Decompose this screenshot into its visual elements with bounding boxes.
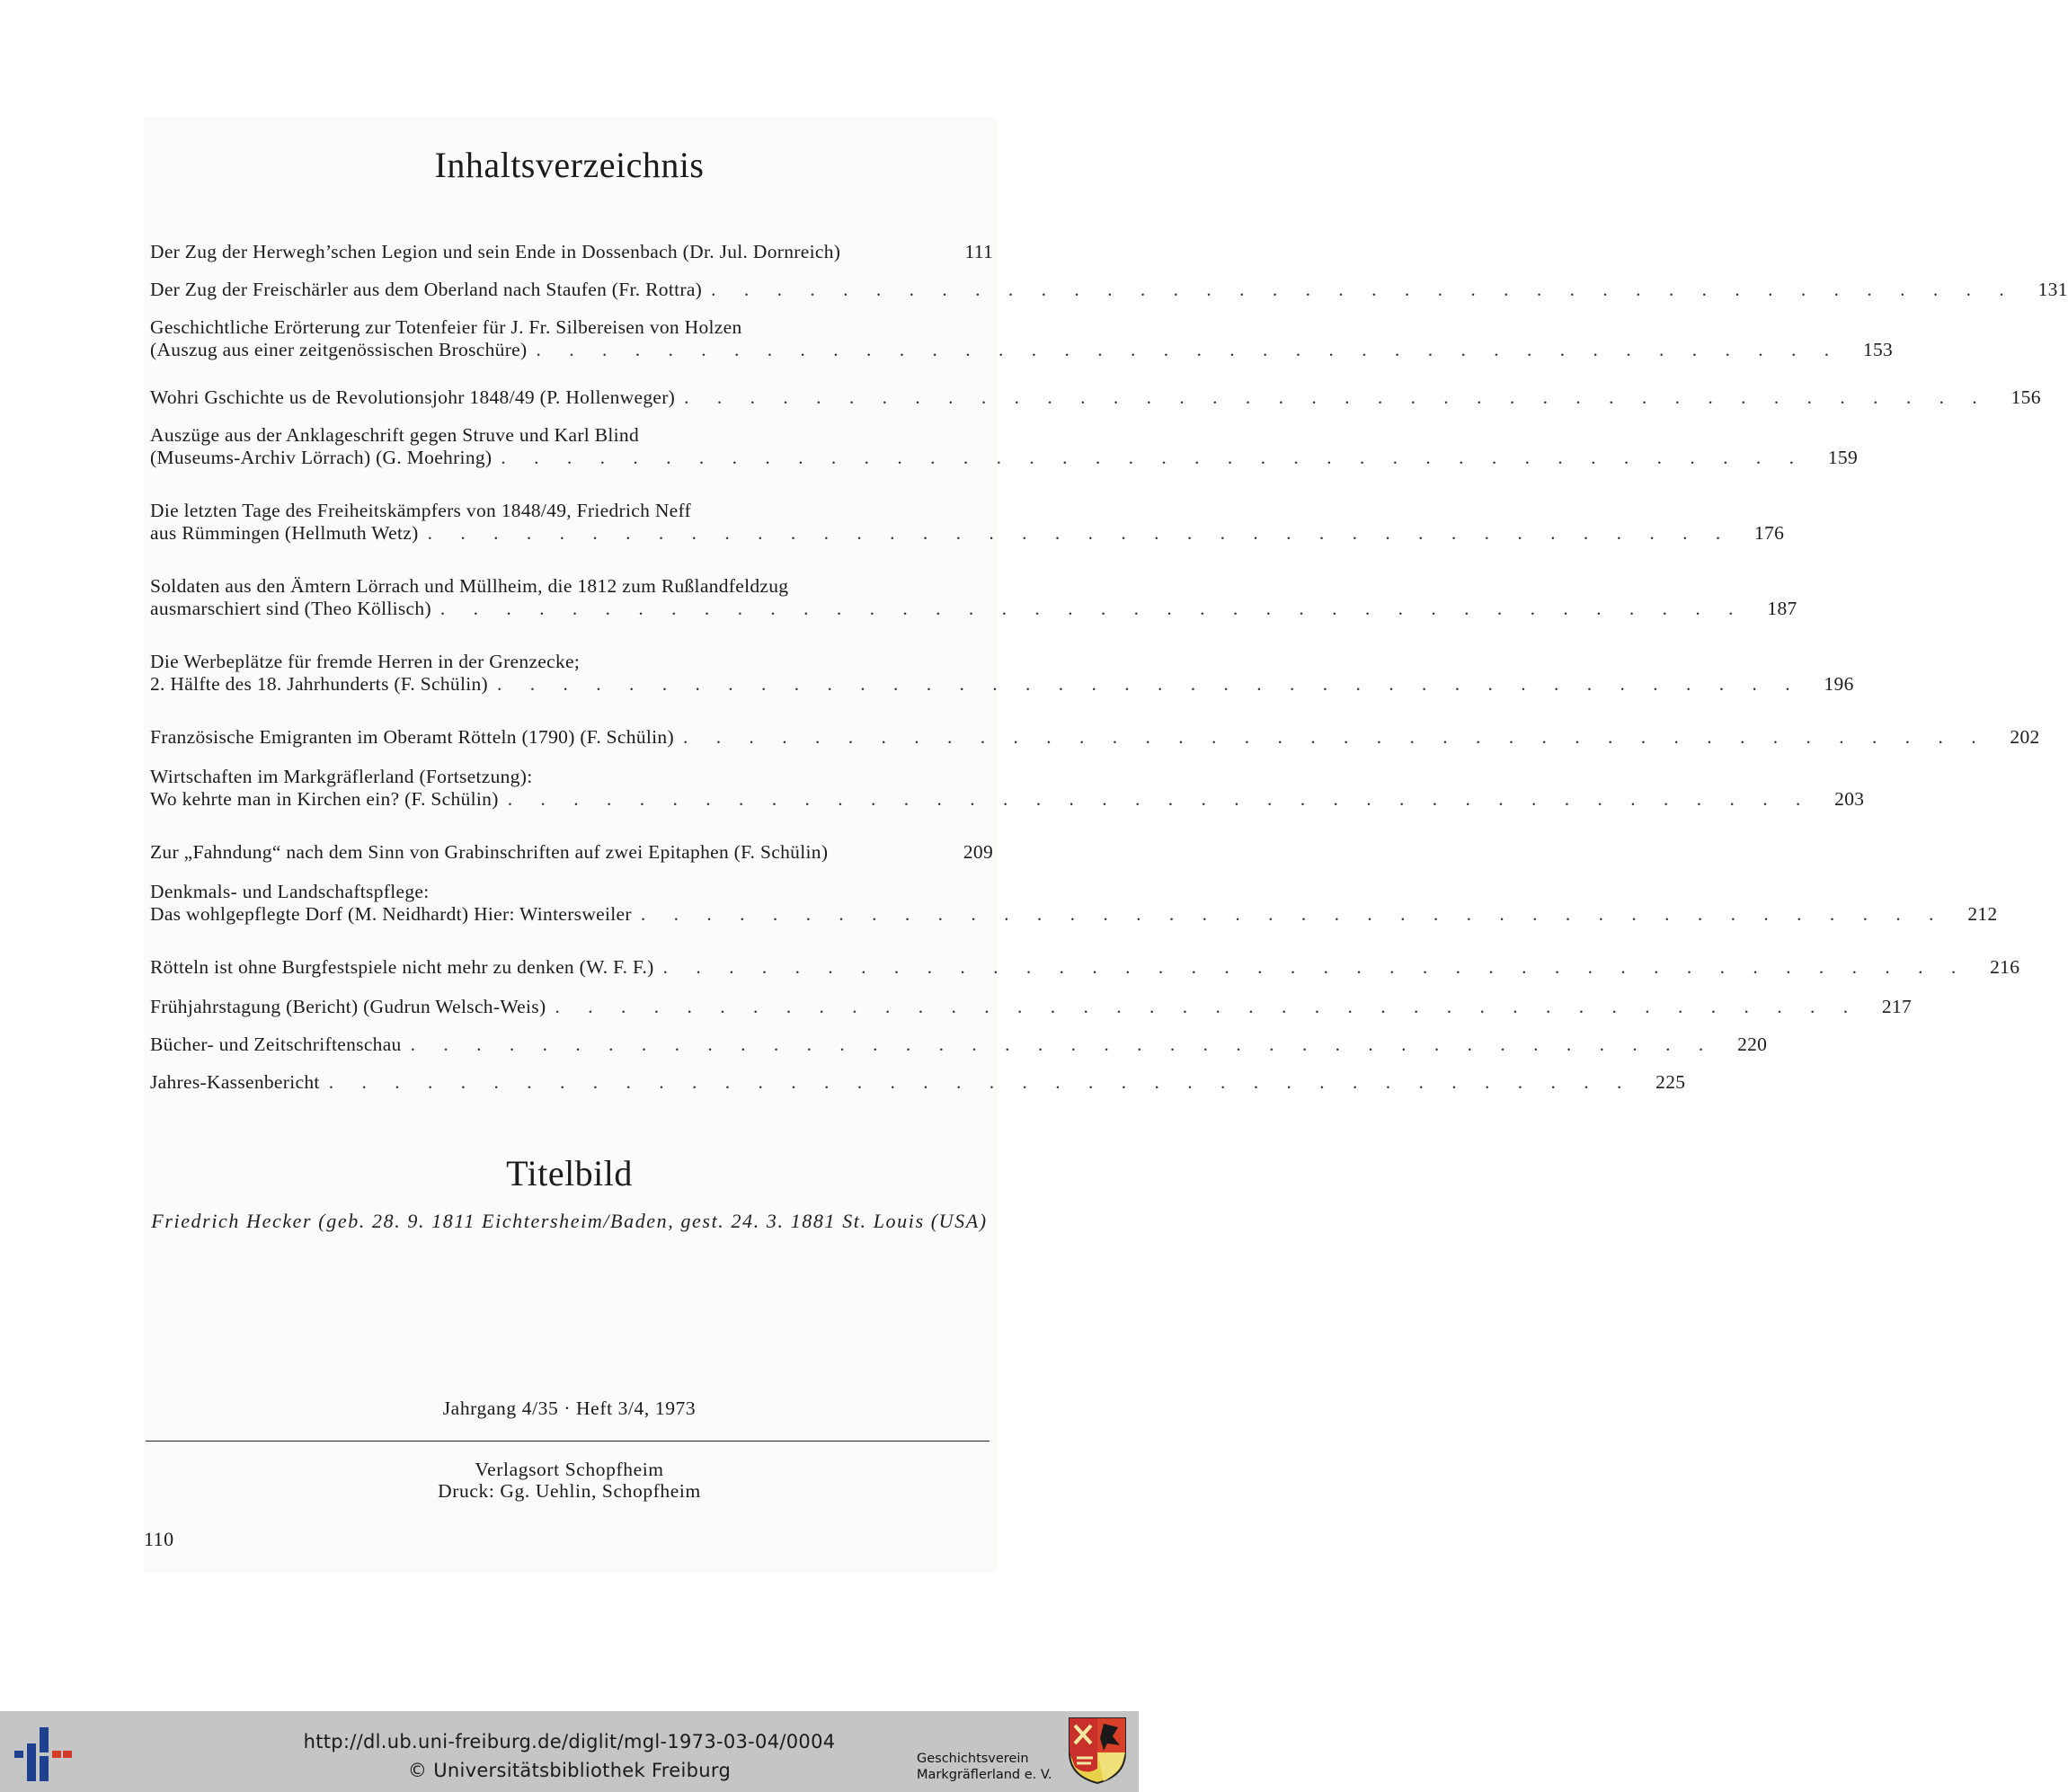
toc-entry (150, 424, 1858, 469)
toc-entry-title: Auszüge aus der Anklageschrift gegen Struve und Karl Blind (150, 424, 640, 446)
toc-page-number: 202 (2010, 726, 2040, 748)
toc-page-number: 203 (1834, 788, 1865, 810)
toc-entry-title: Soldaten aus den Ämtern Lörrach und Müllheim, die 1812 zum Rußlandfeldzug (150, 575, 789, 597)
toc-page-number: 153 (1862, 339, 1894, 360)
toc-entry (150, 881, 1998, 926)
toc-entry-line (150, 500, 993, 522)
toc-entry-line (150, 788, 1865, 811)
toc-entry-line (150, 424, 993, 447)
toc-entry (150, 279, 2068, 301)
toc-entry-line (150, 279, 2068, 301)
publisher-info (0, 1459, 1139, 1502)
toc-entry (150, 841, 993, 864)
toc-entry (150, 500, 1785, 545)
toc-page-number: 111 (964, 241, 993, 262)
society-name (917, 1751, 1052, 1783)
toc-entry-line (150, 881, 993, 903)
printer-line: Druck: Gg. Uehlin, Schopfheim (438, 1480, 701, 1502)
toc-leader-dots: . . . . . . . . . . . . . . . . . . . . . . . . . . . . . . . . . . . . . . . . (662, 956, 1968, 978)
toc-heading: Inhaltsverzeichnis (434, 145, 705, 185)
toc-entry-line (150, 651, 993, 673)
toc-leader-dots: . . . . . . . . . . . . . . . . . . . . . . . . . . . . . . . . . . . . . . . . (555, 996, 1860, 1017)
toc-page-number: 159 (1827, 447, 1858, 468)
page-number: 110 (144, 1528, 174, 1550)
toc-entry-title: Zur „Fahndung“ nach dem Sinn von Grabinschriften auf zwei Epitaphen (F. Schülin) (150, 841, 829, 863)
toc-entry-title: Jahres-Kassenbericht (150, 1071, 320, 1093)
toc-entry (150, 241, 993, 263)
toc-entry-title: Die Werbeplätze für fremde Herren in der Grenzecke; (150, 651, 581, 672)
volume-issue-line: Jahrgang 4/35 · Heft 3/4, 1973 (442, 1397, 697, 1419)
toc-entry-title: Der Zug der Freischärler aus dem Oberland nach Staufen (Fr. Rottra) (150, 279, 703, 300)
toc-entry-line (150, 316, 993, 339)
toc-page-number: 187 (1767, 598, 1797, 619)
toc-page-number: 225 (1655, 1071, 1686, 1093)
toc-entry (150, 386, 2041, 409)
toc-leader-dots: . . . . . . . . . . . . . . . . . . . . . . . . . . . . . . . . . . . . . . . . (427, 522, 1733, 544)
toc-entry (150, 575, 1797, 620)
cover-picture-caption: Friedrich Hecker (geb. 28. 9. 1811 Eichtersheim/Baden, gest. 24. 3. 1881 St. Louis (USA) (151, 1210, 988, 1232)
toc-page-number: 220 (1737, 1034, 1768, 1055)
toc-entry-title: Wo kehrte man in Kirchen ein? (F. Schülin) (150, 788, 499, 810)
toc-entry-line (150, 386, 2041, 409)
toc-entry-line (150, 447, 1858, 469)
toc-entry-line (150, 841, 993, 864)
toc-page-number: 209 (963, 841, 993, 863)
toc-entry-title: Rötteln ist ohne Burgfestspiele nicht mehr zu denken (W. F. F.) (150, 956, 654, 978)
publishing-place: Verlagsort Schopfheim (475, 1459, 664, 1480)
toc-entry (150, 766, 1865, 811)
toc-entry (150, 996, 1913, 1018)
toc-entry (150, 1071, 1686, 1094)
toc-entry-line (150, 1034, 1768, 1056)
society-name-line1: Geschichtsverein (917, 1752, 1029, 1766)
toc-entry-line (150, 339, 1894, 361)
toc-leader-dots: . . . . . . . . . . . . . . . . . . . . . . . . . . . . . . . . . . . . . . . . (682, 726, 1988, 748)
toc-leader-dots: . . . . . . . . . . . . . . . . . . . . . . . . . . . . . . . . . . . . . . . . (711, 279, 2016, 300)
toc-entry-title: ausmarschiert sind (Theo Köllisch) (150, 598, 431, 619)
toc-entry-title: Wohri Gschichte us de Revolutionsjohr 1848/49 (P. Hollenweger) (150, 386, 676, 408)
permalink-url[interactable]: http://dl.ub.uni-freiburg.de/diglit/mgl-1973-03-04/0004 (303, 1731, 836, 1752)
toc-leader-dots: . . . . . . . . . . . . . . . . . . . . . . . . . . . . . . . . . . . . . . . . (328, 1071, 1634, 1093)
toc-entry-line (150, 726, 2040, 749)
toc-entry-line (150, 956, 2020, 979)
toc-leader-dots: . . . . . . . . . . . . . . . . . . . . . . . . . . . . . . . . . . . . . . . . (439, 598, 1745, 619)
toc-entry (150, 651, 1854, 696)
toc-page-number: 212 (1967, 903, 1998, 925)
toc-entry-line (150, 1071, 1686, 1094)
toc-entry-line (150, 766, 993, 788)
toc-leader-dots: . . . . . . . . . . . . . . . . . . . . . . . . . . . . . . . . . . . . . . . . (410, 1034, 1716, 1055)
toc-entry-line (150, 996, 1913, 1018)
toc-entry-title: Bücher- und Zeitschriftenschau (150, 1034, 402, 1055)
toc-page-number: 217 (1881, 996, 1913, 1017)
toc-entry (150, 726, 2040, 749)
viewer-footer-bar (0, 1711, 1139, 1792)
toc-entry (150, 956, 2020, 979)
toc-entry-title: Das wohlgepflegte Dorf (M. Neidhardt) Hier: Wintersweiler (150, 903, 632, 925)
toc-entry (150, 316, 1894, 361)
toc-entry-title: Geschichtliche Erörterung zur Totenfeier für J. Fr. Silbereisen von Holzen (150, 316, 742, 338)
toc-page-number: 156 (2010, 386, 2041, 408)
toc-page-number: 131 (2037, 279, 2068, 300)
society-crest-icon[interactable] (1068, 1717, 1127, 1785)
toc-entry-title: Denkmals- und Landschaftspflege: (150, 881, 430, 902)
toc-entry-title: aus Rümmingen (Hellmuth Wetz) (150, 522, 419, 544)
society-name-line2: Markgräflerland e. V. (917, 1768, 1052, 1782)
toc-entry-title: 2. Hälfte des 18. Jahrhunderts (F. Schülin) (150, 673, 489, 695)
toc-page-number: 196 (1824, 673, 1854, 695)
toc-entry-title: (Auszug aus einer zeitgenössischen Broschüre) (150, 339, 528, 360)
toc-entry-line (150, 575, 993, 598)
toc-entry-title: Wirtschaften im Markgräflerland (Fortsetzung): (150, 766, 533, 787)
toc-entry-title: Frühjahrstagung (Bericht) (Gudrun Welsch-Weis) (150, 996, 546, 1017)
toc-leader-dots: . . . . . . . . . . . . . . . . . . . . . . . . . . . . . . . . . . . . . . . . (684, 386, 1989, 408)
toc-entry-title: Französische Emigranten im Oberamt Rötteln (1790) (F. Schülin) (150, 726, 674, 748)
toc-page-number: 176 (1754, 522, 1785, 544)
toc-entry-line (150, 903, 1998, 926)
toc-leader-dots: . . . . . . . . . . . . . . . . . . . . . . . . . . . . . . . . . . . . . . . . (497, 673, 1802, 695)
toc-leader-dots: . . . . . . . . . . . . . . . . . . . . . . . . . . . . . . . . . . . . . . . . (640, 903, 1946, 925)
toc-entry-line (150, 522, 1785, 545)
toc-entry-line (150, 673, 1854, 696)
toc-leader-dots: . . . . . . . . . . . . . . . . . . . . . . . . . . . . . . . . . . . . . . . . (536, 339, 1842, 360)
toc-entry-title: Die letzten Tage des Freiheitskämpfers von 1848/49, Friedrich Neff (150, 500, 692, 521)
toc-entry-title: Der Zug der Herwegh’schen Legion und sein Ende in Dossenbach (Dr. Jul. Dornreich) (150, 241, 841, 262)
toc-page-number: 216 (1990, 956, 2020, 978)
divider-rule (146, 1441, 990, 1442)
copyright-notice: © Universitätsbibliothek Freiburg (407, 1760, 732, 1781)
toc-leader-dots: . . . . . . . . . . . . . . . . . . . . . . . . . . . . . . . . . . . . . . . . (501, 447, 1806, 468)
cover-picture-heading: Titelbild (506, 1153, 633, 1193)
toc-entry (150, 1034, 1768, 1056)
toc-entry-title: (Museums-Archiv Lörrach) (G. Moehring) (150, 447, 493, 468)
toc-entry-line (150, 598, 1797, 620)
toc-leader-dots: . . . . . . . . . . . . . . . . . . . . . . . . . . . . . . . . . . . . . . . . (507, 788, 1813, 810)
toc-entry-line (150, 241, 993, 263)
